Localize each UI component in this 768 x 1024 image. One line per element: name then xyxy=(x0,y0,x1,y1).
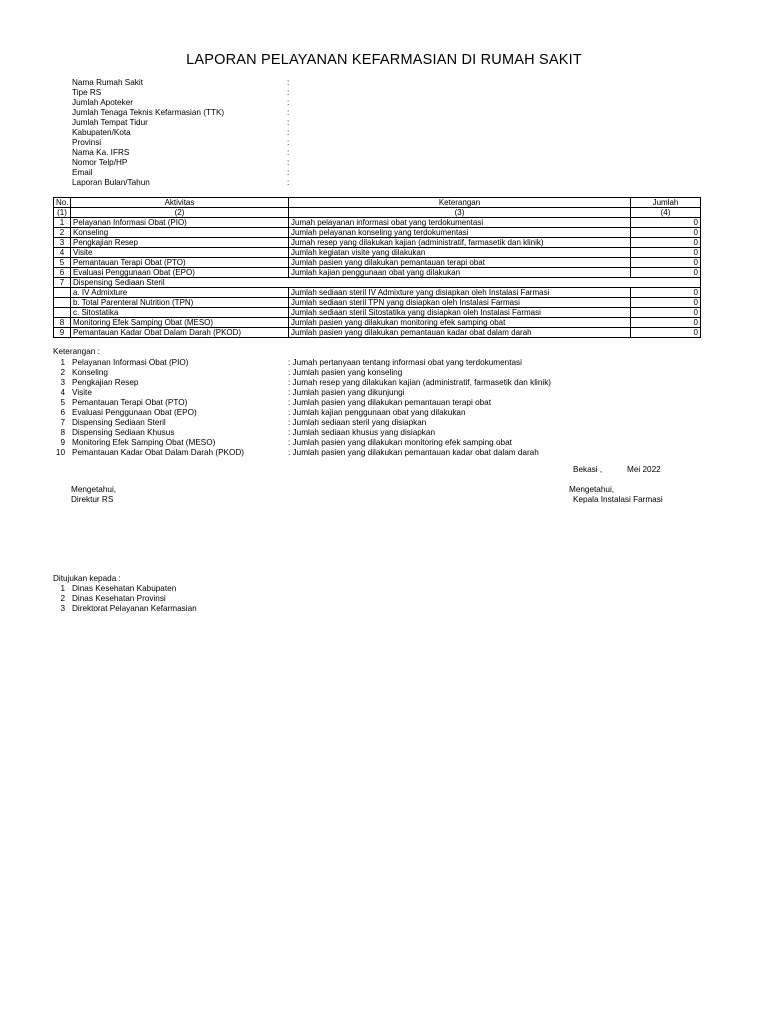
info-colon: : xyxy=(287,108,290,117)
header-aktivitas: Aktivitas xyxy=(71,198,289,208)
row-aktivitas: Pelayanan Informasi Obat (PIO) xyxy=(71,218,289,228)
row-jumlah: 0 xyxy=(631,218,701,228)
info-label: Nomor Telp/HP xyxy=(72,158,128,167)
table-header-row xyxy=(54,198,701,208)
row-keterangan: Jumlah pasien yang dilakukan pemantauan terapi obat xyxy=(289,258,631,268)
activity-table xyxy=(53,197,701,338)
list-item xyxy=(53,428,613,438)
row-no xyxy=(54,288,71,298)
signature-block-pharmacy-head xyxy=(569,485,663,505)
row-keterangan: Jumlah sediaan steril TPN yang disiapkan oleh Instalasi Farmasi xyxy=(289,298,631,308)
item-number: 3 xyxy=(60,378,65,387)
row-keterangan: Jumlah sediaan steril IV Admixture yang disiapkan oleh Instalasi Farmasi xyxy=(289,288,631,298)
header-keterangan: Keterangan xyxy=(289,198,631,208)
list-item xyxy=(53,604,353,614)
info-row-ttk xyxy=(72,108,302,118)
row-aktivitas: Pengkajian Resep xyxy=(71,238,289,248)
table-row xyxy=(54,268,701,278)
colnum-3: (3) xyxy=(289,208,631,218)
list-item xyxy=(53,368,613,378)
keterangan-section xyxy=(53,347,613,458)
list-item xyxy=(53,584,353,594)
item-label: Dinas Kesehatan Kabupaten xyxy=(72,584,177,593)
item-desc: : Jumlah kajian penggunaan obat yang dilakukan xyxy=(288,408,466,417)
signature-role: Direktur RS xyxy=(71,495,114,504)
row-jumlah: 0 xyxy=(631,308,701,318)
item-label: Pemantauan Kadar Obat Dalam Darah (PKOD) xyxy=(72,448,245,457)
item-desc: : Jumah pertanyaan tentang informasi obat yang terdokumentasi xyxy=(288,358,522,367)
item-number: 9 xyxy=(60,438,65,447)
table-row xyxy=(54,258,701,268)
row-jumlah: 0 xyxy=(631,268,701,278)
table-row xyxy=(54,218,701,228)
info-row-pharmacists xyxy=(72,98,302,108)
table-row xyxy=(54,288,701,298)
row-keterangan: Jumlah pasien yang dilakukan monitoring efek samping obat xyxy=(289,318,631,328)
row-jumlah: 0 xyxy=(631,238,701,248)
item-label: Dispensing Sediaan Khusus xyxy=(72,428,175,437)
info-colon: : xyxy=(287,118,290,127)
colnum-4: (4) xyxy=(631,208,701,218)
item-number: 4 xyxy=(60,388,65,397)
recipients-heading: Ditujukan kepada : xyxy=(53,574,121,583)
item-number: 2 xyxy=(60,594,65,603)
row-keterangan: Jumlah kajian penggunaan obat yang dilakukan xyxy=(289,268,631,278)
table-row xyxy=(54,248,701,258)
item-label: Pelayanan Informasi Obat (PIO) xyxy=(72,358,189,367)
keterangan-heading: Keterangan : xyxy=(53,347,100,356)
row-no: 8 xyxy=(54,318,71,328)
row-aktivitas: Dispensing Sediaan Steril xyxy=(71,278,701,288)
table-row xyxy=(54,298,701,308)
list-item xyxy=(53,418,613,428)
row-aktivitas: Konseling xyxy=(71,228,289,238)
info-row-email xyxy=(72,168,302,178)
item-label: Dinas Kesehatan Provinsi xyxy=(72,594,166,603)
info-colon: : xyxy=(287,88,290,97)
table-row xyxy=(54,318,701,328)
info-row-province xyxy=(72,138,302,148)
list-item xyxy=(53,388,613,398)
item-label: Direktorat Pelayanan Kefarmasian xyxy=(72,604,197,613)
info-label: Provinsi xyxy=(72,138,102,147)
row-aktivitas: b. Total Parenteral Nutrition (TPN) xyxy=(71,298,289,308)
row-jumlah: 0 xyxy=(631,328,701,338)
item-desc: : Jumlah sediaan khusus yang disiapkan xyxy=(288,428,436,437)
item-number: 6 xyxy=(60,408,65,417)
info-label: Tipe RS xyxy=(72,88,102,97)
list-item xyxy=(53,448,613,458)
item-desc: : Jumlah pasien yang dilakukan monitoring efek samping obat xyxy=(288,438,512,447)
table-row xyxy=(54,238,701,248)
row-aktivitas: Evaluasi Penggunaan Obat (EPO) xyxy=(71,268,289,278)
item-desc: : Jumlah pasien yang dikunjungi xyxy=(288,388,405,397)
table-row-group xyxy=(54,278,701,288)
signature-block-director xyxy=(71,485,116,505)
item-number: 2 xyxy=(60,368,65,377)
item-number: 3 xyxy=(60,604,65,613)
list-item xyxy=(53,438,613,448)
table-row xyxy=(54,328,701,338)
info-label: Laporan Bulan/Tahun xyxy=(72,178,150,187)
report-date: Mei 2022 xyxy=(627,465,661,474)
header-no: No. xyxy=(54,198,71,208)
row-aktivitas: c. Sitostatika xyxy=(71,308,289,318)
info-colon: : xyxy=(287,78,290,87)
info-colon: : xyxy=(287,178,290,187)
info-label: Kabupaten/Kota xyxy=(72,128,131,137)
row-keterangan: Jumlah pasien yang dilakukan pemantauan kadar obat dalam darah xyxy=(289,328,631,338)
item-desc: : Jumah resep yang dilakukan kajian (administratif, farmasetik dan klinik) xyxy=(288,378,552,387)
row-keterangan: Jumah pelayanan informasi obat yang terdokumentasi xyxy=(289,218,631,228)
item-label: Visite xyxy=(72,388,92,397)
signature-role: Kepala Instalasi Farmasi xyxy=(573,495,663,504)
row-keterangan: Jumlah sediaan steril Sitostatika yang disiapkan oleh Instalasi Farmasi xyxy=(289,308,631,318)
row-no: 7 xyxy=(54,278,71,288)
info-colon: : xyxy=(287,138,290,147)
header-jumlah: Jumlah xyxy=(631,198,701,208)
hospital-info-section xyxy=(72,78,302,188)
item-desc: : Jumlah sediaan steril yang disiapkan xyxy=(288,418,427,427)
row-aktivitas: Pemantauan Kadar Obat Dalam Darah (PKOD) xyxy=(71,328,289,338)
item-number: 10 xyxy=(55,448,65,457)
item-number: 7 xyxy=(60,418,65,427)
place-name: Bekasi , xyxy=(573,465,603,474)
row-jumlah: 0 xyxy=(631,318,701,328)
list-item xyxy=(53,358,613,368)
item-label: Pemantauan Terapi Obat (PTO) xyxy=(72,398,188,407)
row-jumlah: 0 xyxy=(631,248,701,258)
row-aktivitas: Visite xyxy=(71,248,289,258)
signature-acknowledged: Mengetahui, xyxy=(71,485,117,494)
list-item xyxy=(53,398,613,408)
info-label: Jumlah Tenaga Teknis Kefarmasian (TTK) xyxy=(72,108,225,117)
row-aktivitas: Pemantauan Terapi Obat (PTO) xyxy=(71,258,289,268)
row-jumlah: 0 xyxy=(631,288,701,298)
info-label: Jumlah Apoteker xyxy=(72,98,133,107)
item-label: Evaluasi Penggunaan Obat (EPO) xyxy=(72,408,197,417)
row-no xyxy=(54,298,71,308)
row-no: 3 xyxy=(54,238,71,248)
item-label: Konseling xyxy=(72,368,108,377)
recipients-section xyxy=(53,574,353,614)
info-colon: : xyxy=(287,128,290,137)
item-desc: : Jumlah pasien yang dilakukan pemantauan kadar obat dalam darah xyxy=(288,448,539,457)
row-no xyxy=(54,308,71,318)
info-colon: : xyxy=(287,158,290,167)
item-number: 1 xyxy=(60,358,65,367)
row-keterangan: Jumlah kegiatan visite yang dilakukan xyxy=(289,248,631,258)
row-keterangan: Jumah resep yang dilakukan kajian (administratif, farmasetik dan klinik) xyxy=(289,238,631,248)
row-no: 4 xyxy=(54,248,71,258)
table-row xyxy=(54,308,701,318)
item-label: Pengkajian Resep xyxy=(72,378,139,387)
list-item xyxy=(53,408,613,418)
report-title: LAPORAN PELAYANAN KEFARMASIAN DI RUMAH SAKIT xyxy=(186,52,582,68)
info-row-phone xyxy=(72,158,302,168)
item-label: Monitoring Efek Samping Obat (MESO) xyxy=(72,438,216,447)
row-jumlah: 0 xyxy=(631,258,701,268)
info-row-city xyxy=(72,128,302,138)
info-colon: : xyxy=(287,98,290,107)
info-row-hospital-type xyxy=(72,88,302,98)
info-row-beds xyxy=(72,118,302,128)
info-label: Email xyxy=(72,168,93,177)
row-jumlah: 0 xyxy=(631,298,701,308)
info-label: Jumlah Tempat Tidur xyxy=(72,118,148,127)
table-row xyxy=(54,228,701,238)
info-row-ifrs-head xyxy=(72,148,302,158)
row-no: 6 xyxy=(54,268,71,278)
colnum-2: (2) xyxy=(71,208,289,218)
list-item xyxy=(53,378,613,388)
row-keterangan: Jumlah pelayanan konseling yang terdokumentasi xyxy=(289,228,631,238)
info-colon: : xyxy=(287,148,290,157)
row-no: 1 xyxy=(54,218,71,228)
item-number: 8 xyxy=(60,428,65,437)
place-date xyxy=(573,465,661,474)
item-label: Dispensing Sediaan Steril xyxy=(72,418,166,427)
item-desc: : Jumlah pasien yang dilakukan pemantauan terapi obat xyxy=(288,398,492,407)
row-no: 9 xyxy=(54,328,71,338)
item-number: 5 xyxy=(60,398,65,407)
item-desc: : Jumlah pasien yang konseling xyxy=(288,368,403,377)
signature-acknowledged: Mengetahui, xyxy=(569,485,615,494)
row-no: 2 xyxy=(54,228,71,238)
info-label: Nama Rumah Sakit xyxy=(72,78,143,87)
list-item xyxy=(53,594,353,604)
row-aktivitas: a. IV Admixture xyxy=(71,288,289,298)
row-no: 5 xyxy=(54,258,71,268)
row-jumlah: 0 xyxy=(631,228,701,238)
row-aktivitas: Monitoring Efek Samping Obat (MESO) xyxy=(71,318,289,328)
item-number: 1 xyxy=(60,584,65,593)
info-row-report-period xyxy=(72,178,302,188)
info-label: Nama Ka. IFRS xyxy=(72,148,130,157)
table-colnum-row xyxy=(54,208,701,218)
info-colon: : xyxy=(287,168,290,177)
info-row-hospital-name xyxy=(72,78,302,88)
colnum-1: (1) xyxy=(54,208,71,218)
